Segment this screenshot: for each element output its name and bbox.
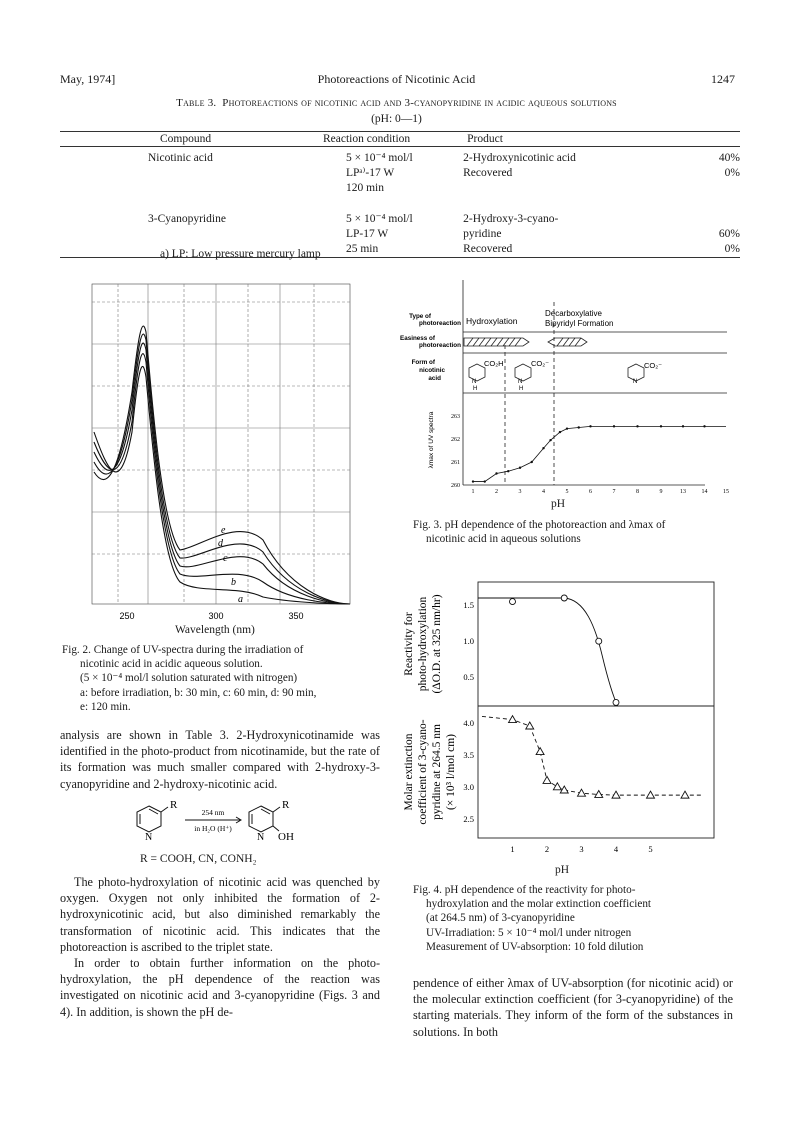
svg-text:H: H — [519, 386, 524, 392]
data-point — [596, 638, 602, 644]
svg-text:N: N — [633, 379, 638, 385]
scheme-definition: R = COOH, CN, CONH₂ — [140, 853, 257, 865]
fig4-ph-dependence — [390, 578, 735, 868]
data-point — [559, 431, 561, 433]
fig4-xlabel: pH — [555, 864, 570, 876]
x-tick-label: 13 — [680, 489, 686, 495]
tick-label: 250 — [119, 611, 135, 621]
x-tick-label: 7 — [612, 489, 616, 495]
data-point — [561, 595, 567, 601]
data-point — [647, 791, 655, 798]
column-header: Product — [427, 132, 740, 147]
fig2-uv-spectra — [88, 282, 358, 637]
running-title: Photoreactions of Nicotinic Acid — [317, 72, 476, 86]
svg-text:photoreaction: photoreaction — [419, 342, 461, 349]
x-tick-label: 1 — [510, 844, 515, 854]
table-footnote: a) LP: Low pressure mercury lamp — [160, 248, 321, 260]
fig3-ylabel: λmax of UV spectra — [428, 411, 435, 469]
running-date: May, 1974] — [60, 72, 116, 86]
data-point — [549, 439, 551, 441]
data-point — [681, 791, 689, 798]
svg-text:N: N — [472, 379, 477, 385]
x-tick-label: 14 — [701, 489, 708, 495]
x-tick-label: 6 — [589, 489, 592, 495]
y-tick-label: 3.5 — [463, 749, 474, 760]
svg-text:N: N — [257, 832, 265, 843]
curve-label: c — [223, 553, 228, 564]
svg-text:Decarboxylative: Decarboxylative — [545, 309, 602, 318]
curve-label: d — [218, 538, 223, 549]
data-point — [510, 599, 516, 605]
x-tick-label: 5 — [648, 844, 653, 854]
svg-text:(ΔO.D. at 325 nm/hr): (ΔO.D. at 325 nm/hr) — [431, 594, 443, 694]
table-caption-sub: (pH: 0—1) — [371, 113, 422, 125]
svg-text:Form of: Form of — [411, 359, 435, 366]
column-header: Reaction condition — [233, 132, 427, 147]
hydroxylation-label: Hydroxylation — [466, 316, 518, 326]
data-point — [526, 722, 534, 729]
data-point — [595, 790, 603, 797]
fig2-xlabel: Wavelength (nm) — [175, 624, 255, 636]
svg-text:Bipyridyl Formation: Bipyridyl Formation — [545, 319, 614, 328]
y-tick-label: 2.5 — [463, 813, 474, 824]
tick-label: 350 — [288, 611, 304, 621]
data-point — [495, 472, 497, 474]
data-point — [703, 425, 705, 427]
y-tick-label: 262 — [451, 437, 460, 443]
x-tick-label: 1 — [471, 489, 475, 495]
x-tick-label: 4 — [542, 489, 545, 495]
data-point — [566, 427, 568, 429]
svg-text:(× 10³ l/mol cm): (× 10³ l/mol cm) — [445, 733, 457, 811]
fig2-caption: Fig. 2. Change of UV-spectra during the irradiation of nicotinic acid in acidic aqueous solution. (5 × 10⁻⁴ mol/l solution saturated with nitrogen) a: before irradiation, b: 30 min, c: 60 min, d: 90 min, e: 120 min. — [62, 644, 317, 713]
curve-label: b — [231, 577, 236, 588]
data-point — [531, 461, 533, 463]
y-tick-label: 263 — [451, 414, 460, 420]
data-point — [578, 426, 580, 428]
svg-text:CO₂⁻: CO₂⁻ — [644, 361, 663, 370]
tick-label: 300 — [208, 611, 224, 621]
x-tick-label: 9 — [659, 489, 663, 495]
column-header: Compound — [60, 132, 233, 147]
fig3-caption: Fig. 3. pH dependence of the photoreaction and λmax of nicotinic acid in aqueous solutions — [413, 519, 666, 546]
fig4-caption: Fig. 4. pH dependence of the reactivity for photo- hydroxylation and the molar extinction coefficient (at 264.5 nm) of 3-cyanopyridine UV-Irradiation: 5 × 10⁻⁴ mol/l under nitrogen Measurement of UV-absorption: 10 fold dilution — [413, 884, 652, 953]
svg-text:OH: OH — [278, 831, 294, 843]
svg-text:nicotinic: nicotinic — [419, 367, 445, 374]
svg-text:Easiness of: Easiness of — [400, 335, 435, 342]
spectrum-curve-d — [94, 334, 350, 604]
svg-text:N: N — [145, 832, 153, 843]
fig3-ph-dependence — [400, 280, 730, 512]
svg-text:254 nm: 254 nm — [201, 808, 225, 817]
y-tick-label: 1.5 — [463, 600, 474, 611]
x-tick-label: 3 — [579, 844, 584, 854]
table-row: 3-Cyanopyridine 5 × 10⁻⁴ mol/l LP-17 W 25 min 2-Hydroxy-3-cyano- pyridine Recovered 60% 0% — [60, 212, 740, 258]
svg-text:pyridine at 264.5 nm: pyridine at 264.5 nm — [431, 724, 443, 820]
data-point — [509, 716, 517, 723]
data-point — [589, 425, 591, 427]
svg-text:R: R — [282, 799, 290, 811]
y-tick-label: 3.0 — [463, 781, 474, 792]
x-tick-label: 3 — [518, 489, 522, 495]
data-point — [519, 467, 521, 469]
data-point — [542, 447, 544, 449]
y-tick-label: 261 — [451, 460, 460, 466]
data-point — [507, 470, 509, 472]
svg-text:acid: acid — [428, 375, 441, 382]
reaction-scheme — [135, 798, 305, 846]
svg-text:H: H — [473, 386, 478, 392]
data-point — [536, 748, 544, 755]
svg-text:in H₂O (H⁺): in H₂O (H⁺) — [194, 824, 232, 833]
curve-label: e — [221, 525, 226, 536]
svg-text:CO₂⁻: CO₂⁻ — [531, 359, 550, 368]
table-row: Nicotinic acid 5 × 10⁻⁴ mol/l LPᵃ⁾-17 W 120 min 2-Hydroxynicotinic acid Recovered 40% 0% — [148, 152, 740, 194]
data-point — [472, 480, 474, 482]
paragraph: In order to obtain further information on the photo-hydroxylation, the pH dependence of the reaction was investigated on nicotinic acid and 3-cyanopyridine (Figs. 3 and 4). In addition, is shown the pH de- — [60, 956, 380, 1019]
reactivity-curve — [478, 598, 618, 706]
data-point — [613, 699, 619, 705]
easiness-bars — [464, 338, 587, 346]
data-point — [484, 480, 486, 482]
extinction-curve — [482, 716, 702, 795]
svg-text:photoreaction: photoreaction — [419, 320, 461, 327]
data-point — [682, 425, 684, 427]
page-number: 1247 — [711, 72, 735, 86]
lambda-max-line — [473, 426, 726, 481]
svg-text:R: R — [170, 799, 178, 811]
x-tick-label: 2 — [544, 844, 550, 854]
y-tick-label: 4.0 — [463, 717, 474, 728]
svg-text:photo-hydroxylation: photo-hydroxylation — [417, 596, 429, 692]
y-tick-label: 1.0 — [463, 636, 474, 647]
spectrum-curve-c — [94, 343, 350, 604]
svg-text:Molar extinction: Molar extinction — [403, 733, 415, 811]
svg-text:Type of: Type of — [409, 313, 431, 320]
x-tick-label: 4 — [613, 844, 619, 854]
table-3 — [60, 131, 740, 258]
svg-text:CO₂H: CO₂H — [484, 359, 504, 368]
spectrum-curve-e — [94, 326, 350, 604]
y-tick-label: 260 — [451, 483, 460, 489]
data-point — [553, 783, 561, 790]
x-tick-label: 2 — [495, 489, 498, 495]
svg-text:Reactivity for: Reactivity for — [403, 612, 415, 676]
x-tick-label: 8 — [636, 489, 639, 495]
svg-text:N: N — [518, 379, 523, 385]
paragraph: pendence of either λmax of UV-absorption (for nicotinic acid) or the molecular extinction coefficient (for 3-cyanopyridine) of the starting materials. They inform of the form of the substances in solutions. In both — [413, 976, 733, 1039]
svg-text:coefficient of 3-cyano-: coefficient of 3-cyano- — [417, 719, 429, 825]
x-tick-label: 15 — [723, 489, 729, 495]
table-caption: Table 3. Photoreactions of nicotinic acid and 3-cyanopyridine in acidic aqueous solutions — [176, 97, 617, 109]
fig3-xlabel: pH — [551, 498, 566, 510]
data-point — [543, 776, 551, 783]
data-point — [613, 425, 615, 427]
data-point — [660, 425, 662, 427]
y-tick-label: 0.5 — [463, 672, 474, 683]
paragraph: analysis are shown in Table 3. 2-Hydroxynicotinamide was identified in the photo-product from nicotinamide, but the rate of its formation was much smaller compared with 2-hydroxy-3-cyanopyridine and 2-hydroxy-nicotinic acid. — [60, 728, 380, 791]
data-point — [636, 425, 638, 427]
x-tick-label: 5 — [565, 489, 569, 495]
paragraph: The photo-hydroxylation of nicotinic acid was quenched by oxygen. Oxygen not only inhibited the formation of 2-hydroxynicotinic acid, but also diminished remarkably the transformation of nicotinic acid. This indicates that the photoreaction is ascribed to the triplet state. — [60, 875, 380, 954]
curve-label: a — [238, 594, 243, 605]
